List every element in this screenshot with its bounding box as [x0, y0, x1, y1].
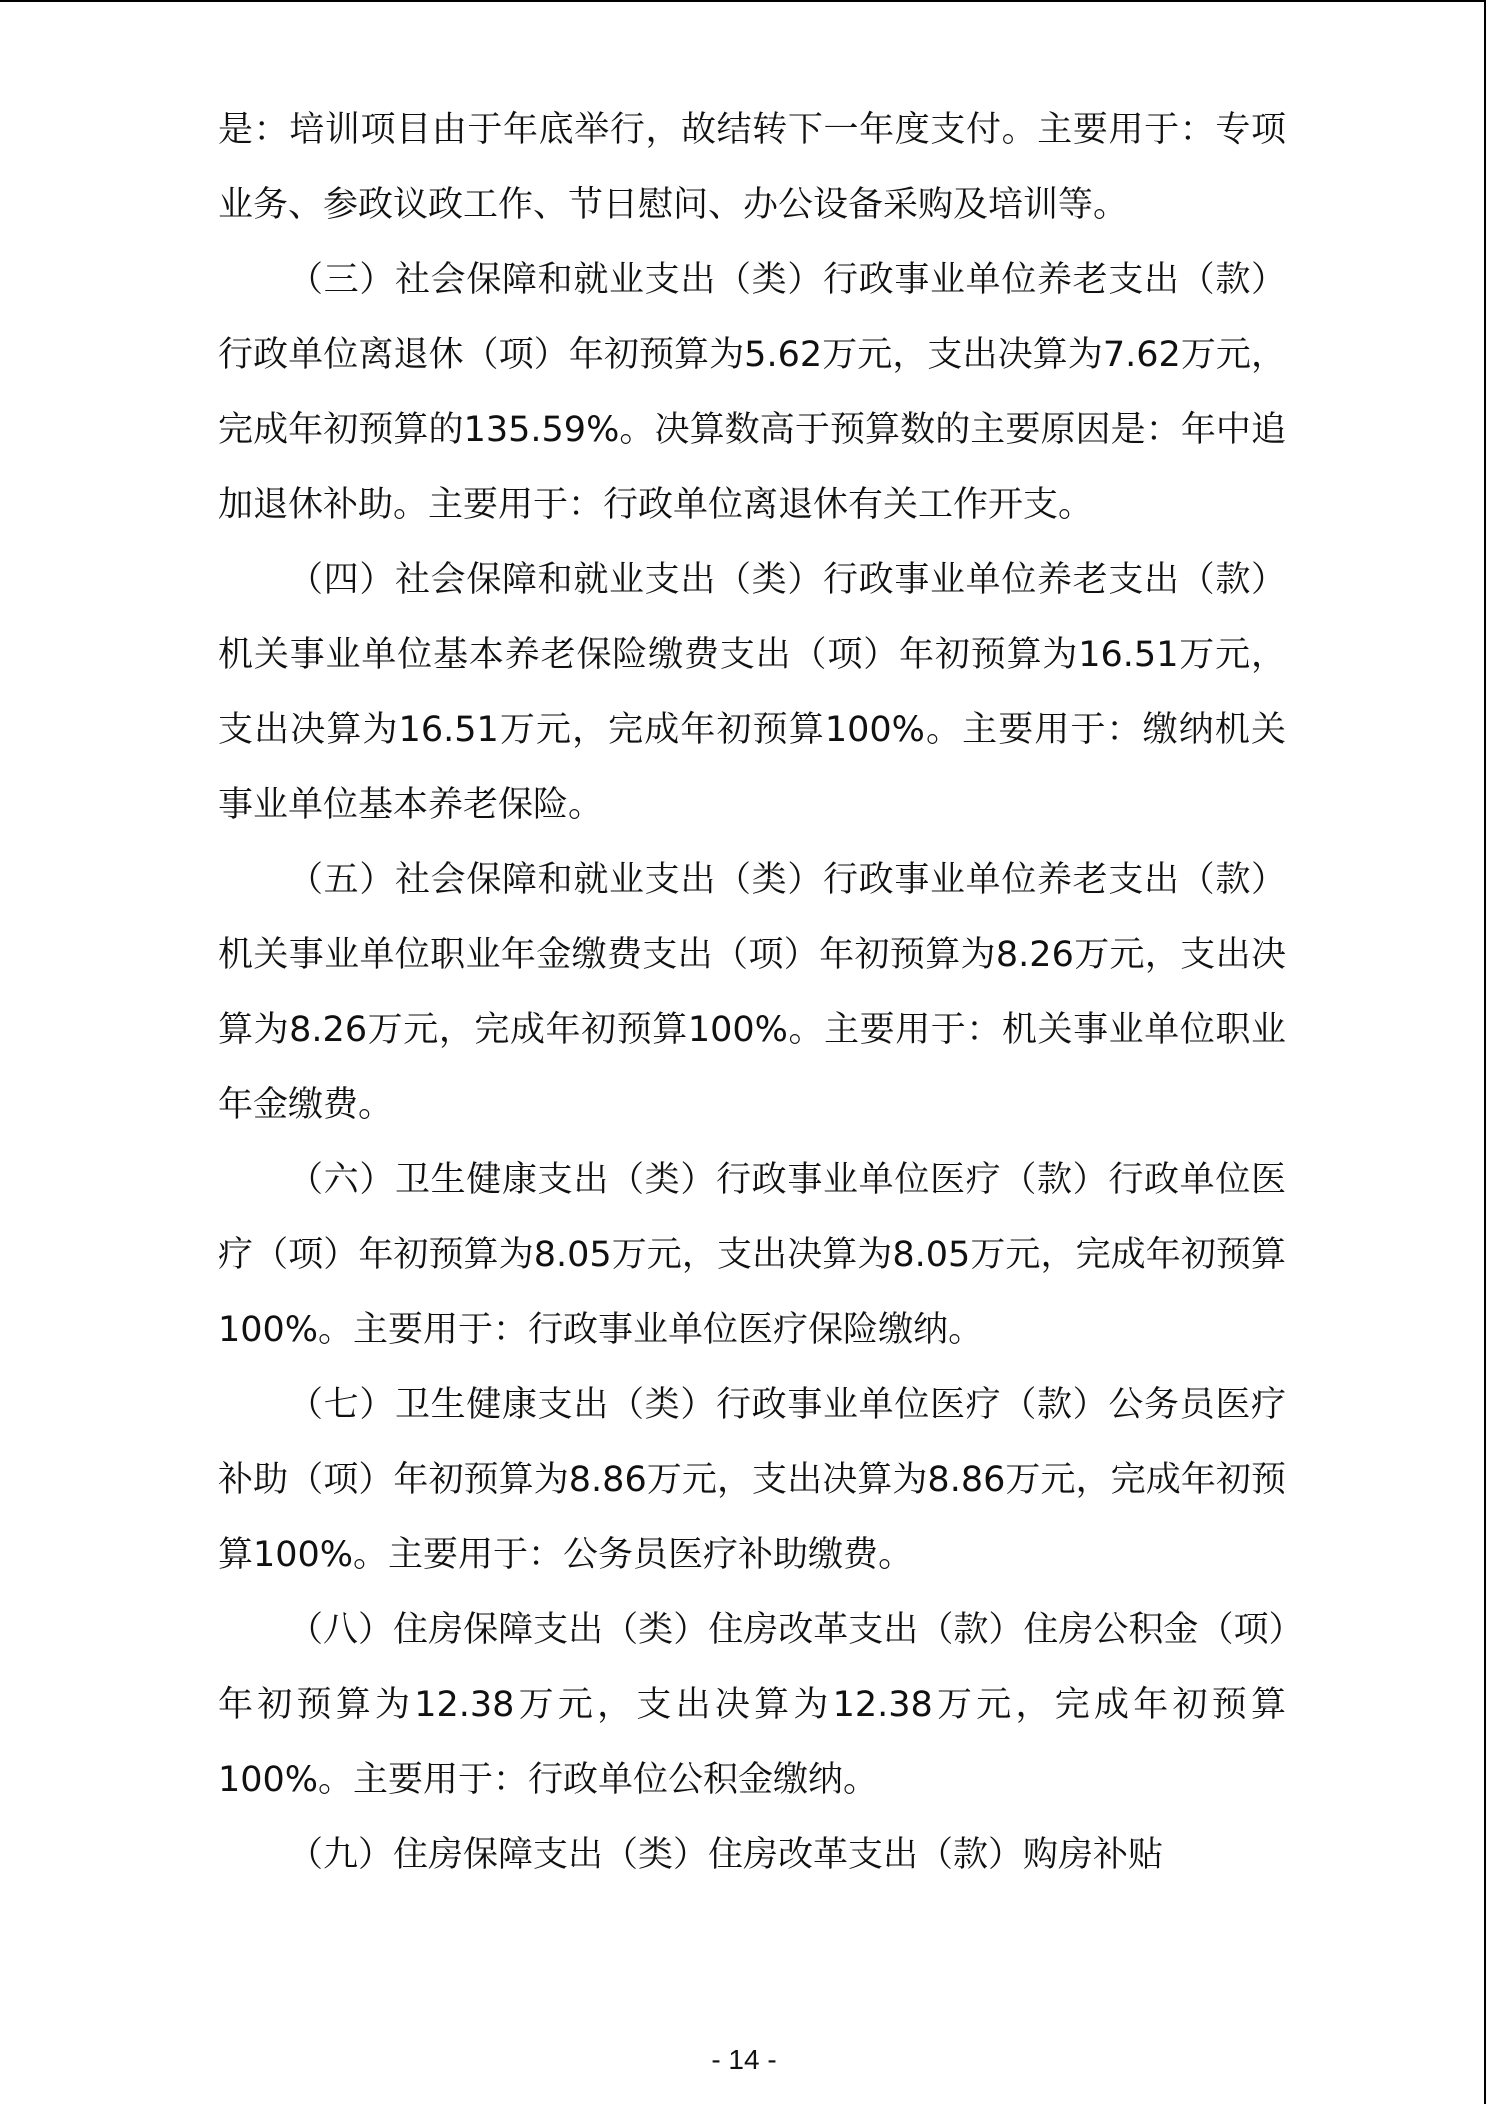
paragraph-item-9: （九）住房保障支出（类）住房改革支出（款）购房补贴 — [288, 1835, 1164, 1875]
page-number: - 14 - — [711, 2044, 777, 2075]
paragraph-item-6: （六）卫生健康支出（类）行政事业单位医疗（款）行政单位医疗（项）年初预算为8.05万元，支出决算为8.05万元，完成年初预算100%。主要用于：行政事业单位医疗保险缴纳。 — [218, 1160, 1286, 1350]
paragraph-item-3: （三）社会保障和就业支出（类）行政事业单位养老支出（款）行政单位离退休（项）年初预算为5.62万元，支出决算为7.62万元，完成年初预算的135.59%。决算数高于预算数的主要原因是：年中追加退休补助。主要用于：行政单位离退休有关工作开支。 — [218, 260, 1286, 525]
paragraph-item-5: （五）社会保障和就业支出（类）行政事业单位养老支出（款）机关事业单位职业年金缴费支出（项）年初预算为8.26万元，支出决算为8.26万元，完成年初预算100%。主要用于：机关事业单位职业年金缴费。 — [218, 860, 1286, 1125]
paragraph-item-4: （四）社会保障和就业支出（类）行政事业单位养老支出（款）机关事业单位基本养老保险缴费支出（项）年初预算为16.51万元，支出决算为16.51万元，完成年初预算100%。主要用于：缴纳机关事业单位基本养老保险。 — [218, 560, 1286, 825]
document-body — [218, 93, 1286, 1893]
paragraph-continuation: 是：培训项目由于年底举行，故结转下一年度支付。主要用于：专项业务、参政议政工作、节日慰问、办公设备采购及培训等。 — [218, 110, 1286, 225]
paragraph-item-7: （七）卫生健康支出（类）行政事业单位医疗（款）公务员医疗补助（项）年初预算为8.86万元，支出决算为8.86万元，完成年初预算100%。主要用于：公务员医疗补助缴费。 — [218, 1385, 1286, 1575]
paragraph-item-8: （八）住房保障支出（类）住房改革支出（款）住房公积金（项）年初预算为12.38万元，支出决算为12.38万元，完成年初预算100%。主要用于：行政单位公积金缴纳。 — [218, 1610, 1286, 1800]
